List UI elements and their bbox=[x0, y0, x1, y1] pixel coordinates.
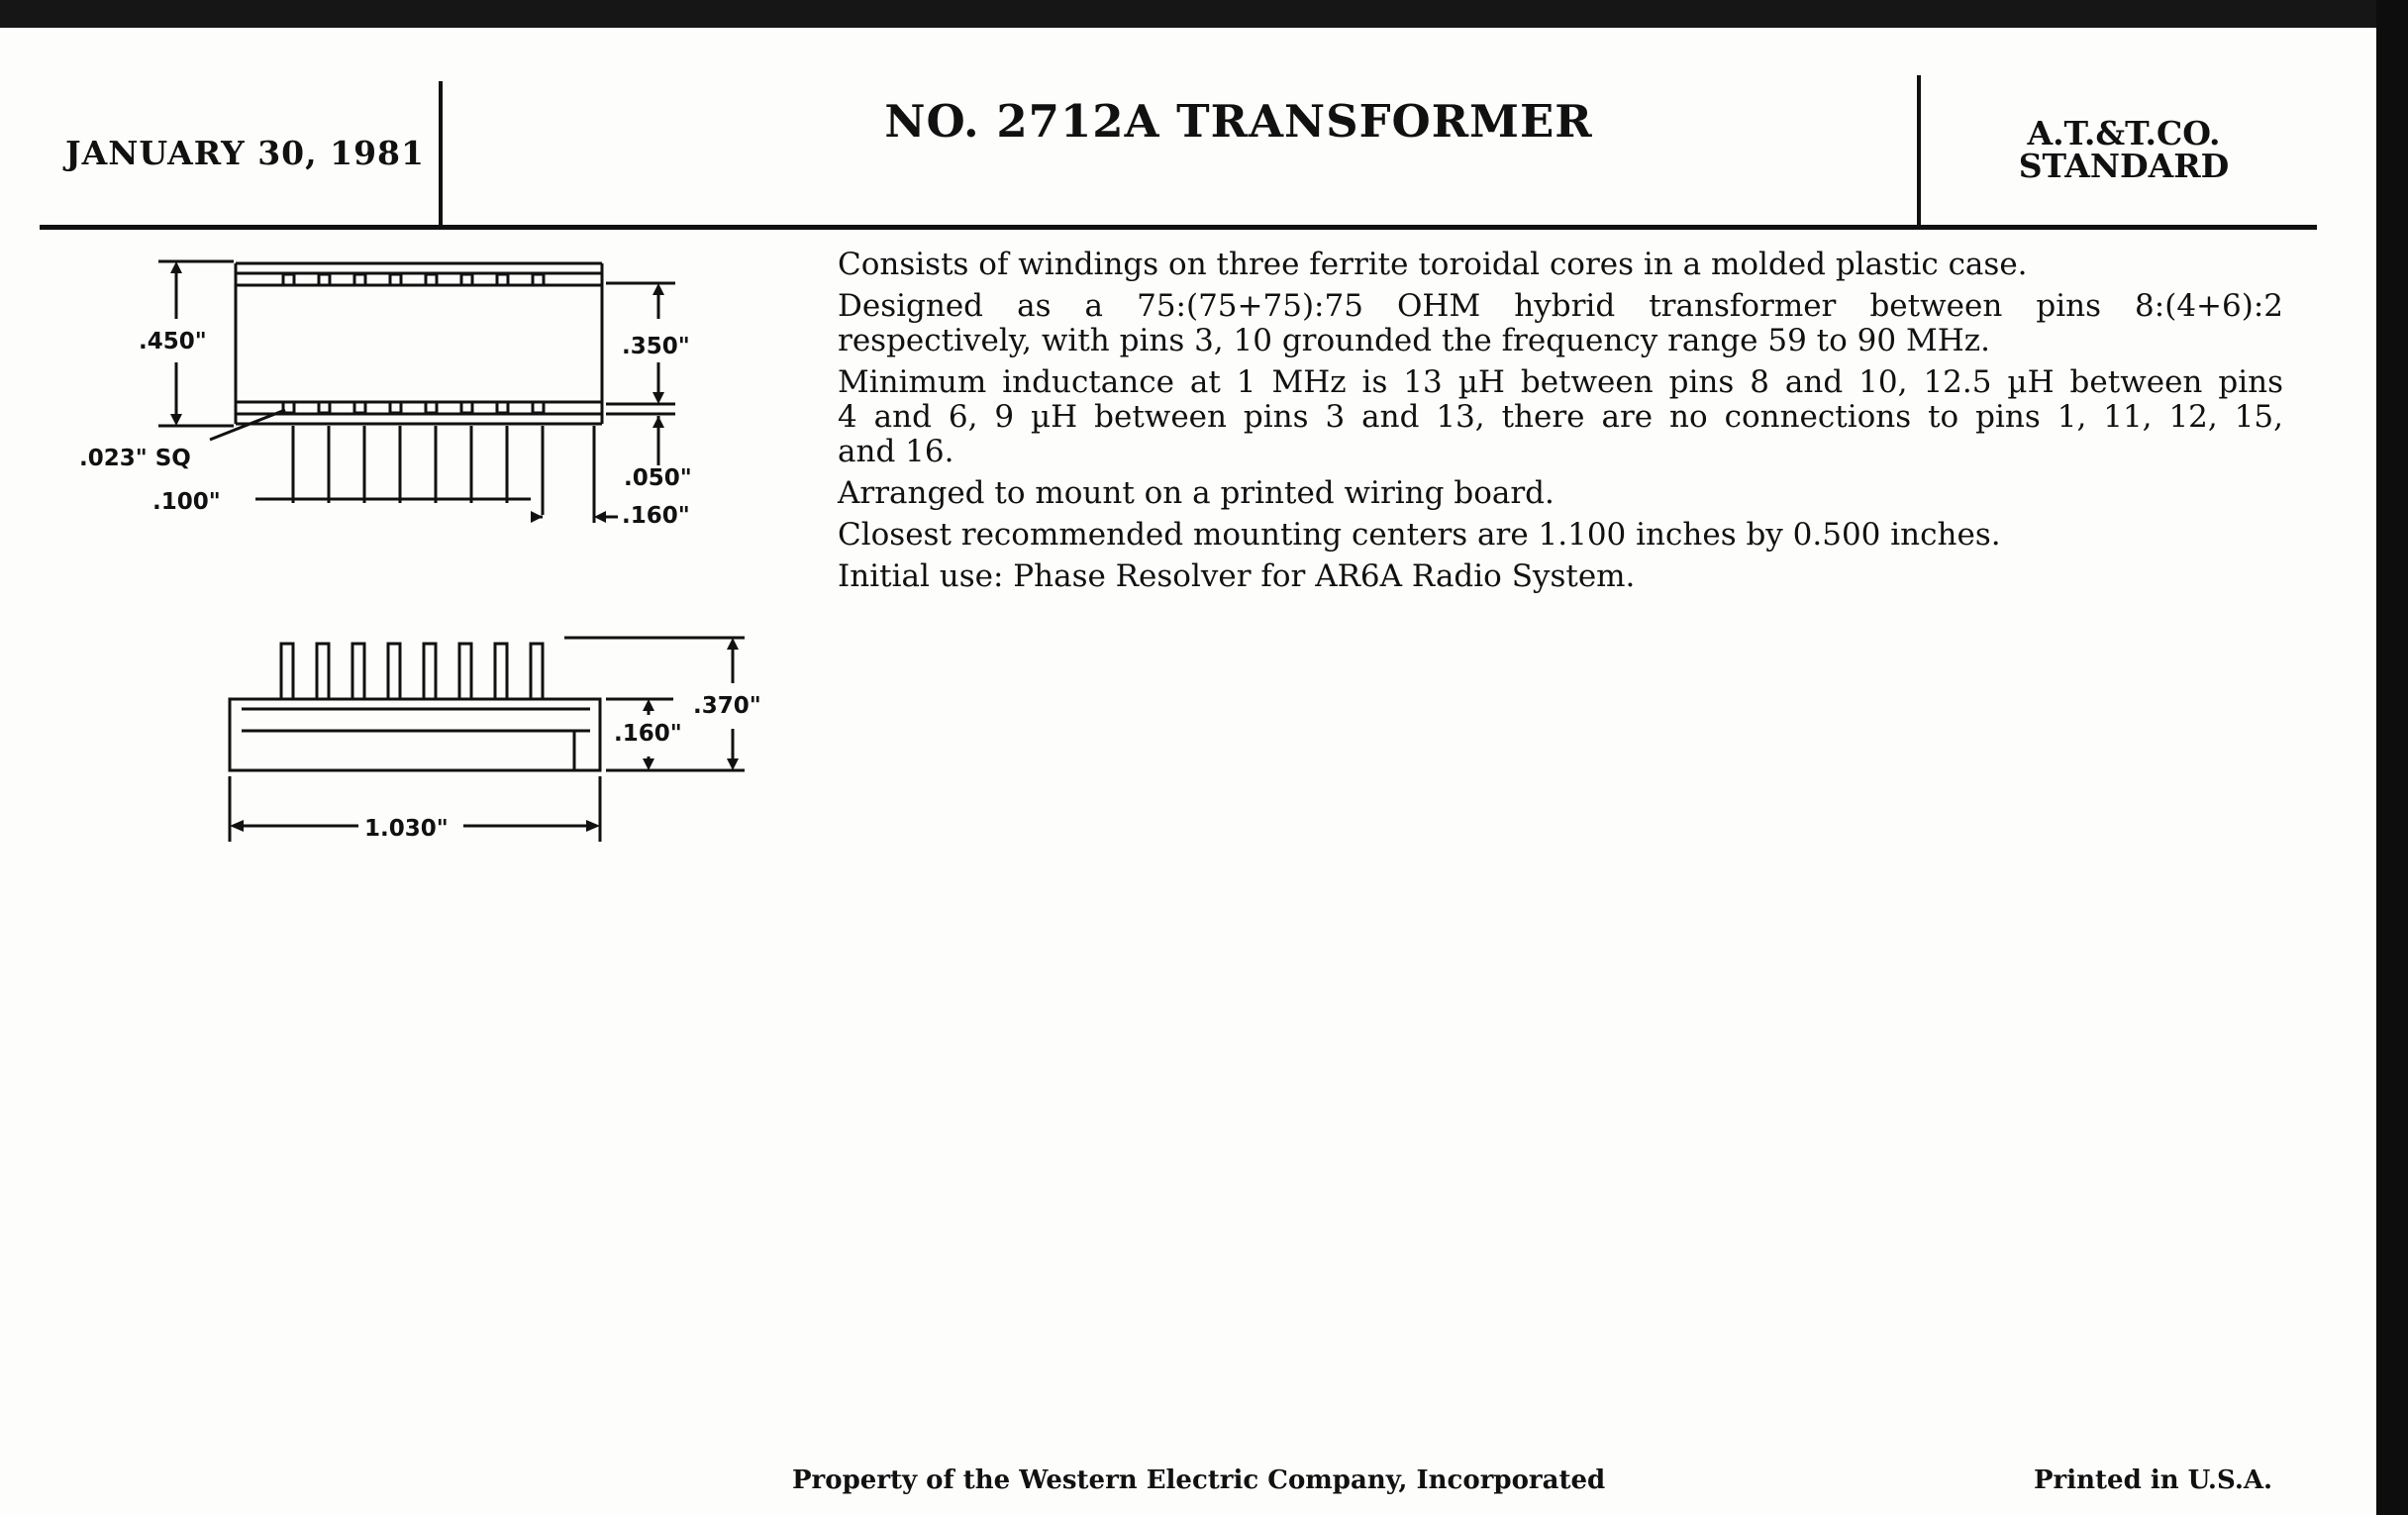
desc-inductance-line-3: and 16. bbox=[838, 434, 954, 469]
dim-side-height-label: .370" bbox=[693, 693, 761, 719]
dim-height-label: .450" bbox=[139, 329, 207, 354]
dim-offset-label: .050" bbox=[624, 465, 692, 491]
top-view-body bbox=[236, 285, 602, 402]
side-view-pins bbox=[281, 644, 543, 699]
page-title: NO. 2712A TRANSFORMER bbox=[884, 95, 1593, 148]
property-notice: Property of the Western Electric Company, Incorporated bbox=[792, 1465, 1606, 1495]
dim-edge-label: .160" bbox=[622, 503, 690, 529]
dim-length-label: 1.030" bbox=[364, 816, 449, 842]
dim-body-label: .350" bbox=[622, 334, 690, 359]
desc-construction: Consists of windings on three ferrite toroidal cores in a molded plastic case. bbox=[838, 247, 2028, 282]
dim-side-body-label: .160" bbox=[614, 721, 682, 747]
bottom-pin-row bbox=[283, 402, 544, 413]
dim-pin-square-label: .023" SQ bbox=[79, 446, 191, 471]
desc-design-line-2: respectively, with pins 3, 10 grounded the frequency range 59 to 90 MHz. bbox=[838, 323, 1990, 358]
desc-initial-use: Initial use: Phase Resolver for AR6A Radio System. bbox=[838, 558, 1636, 594]
top-pin-row bbox=[283, 274, 544, 285]
desc-inductance-line-1: Minimum inductance at 1 MHz is 13 µH between pins 8 and 10, 12.5 µH between pins bbox=[838, 364, 2283, 400]
printed-notice: Printed in U.S.A. bbox=[2034, 1465, 2273, 1495]
standard-line-2: STANDARD bbox=[2018, 147, 2230, 185]
issue-date: JANUARY 30, 1981 bbox=[65, 134, 425, 172]
desc-inductance-line-2: 4 and 6, 9 µH between pins 3 and 13, there are no connections to pins 1, 11, 12, 15, bbox=[838, 399, 2283, 435]
desc-design-line-1: Designed as a 75:(75+75):75 OHM hybrid transformer between pins 8:(4+6):2 bbox=[838, 288, 2283, 324]
dim-pitch-label: .100" bbox=[152, 489, 221, 515]
desc-mounting: Arranged to mount on a printed wiring board. bbox=[838, 475, 1555, 511]
standard-line-1: A.T.&T.CO. bbox=[2027, 114, 2221, 152]
desc-centers: Closest recommended mounting centers are 1.100 inches by 0.500 inches. bbox=[838, 517, 2001, 553]
